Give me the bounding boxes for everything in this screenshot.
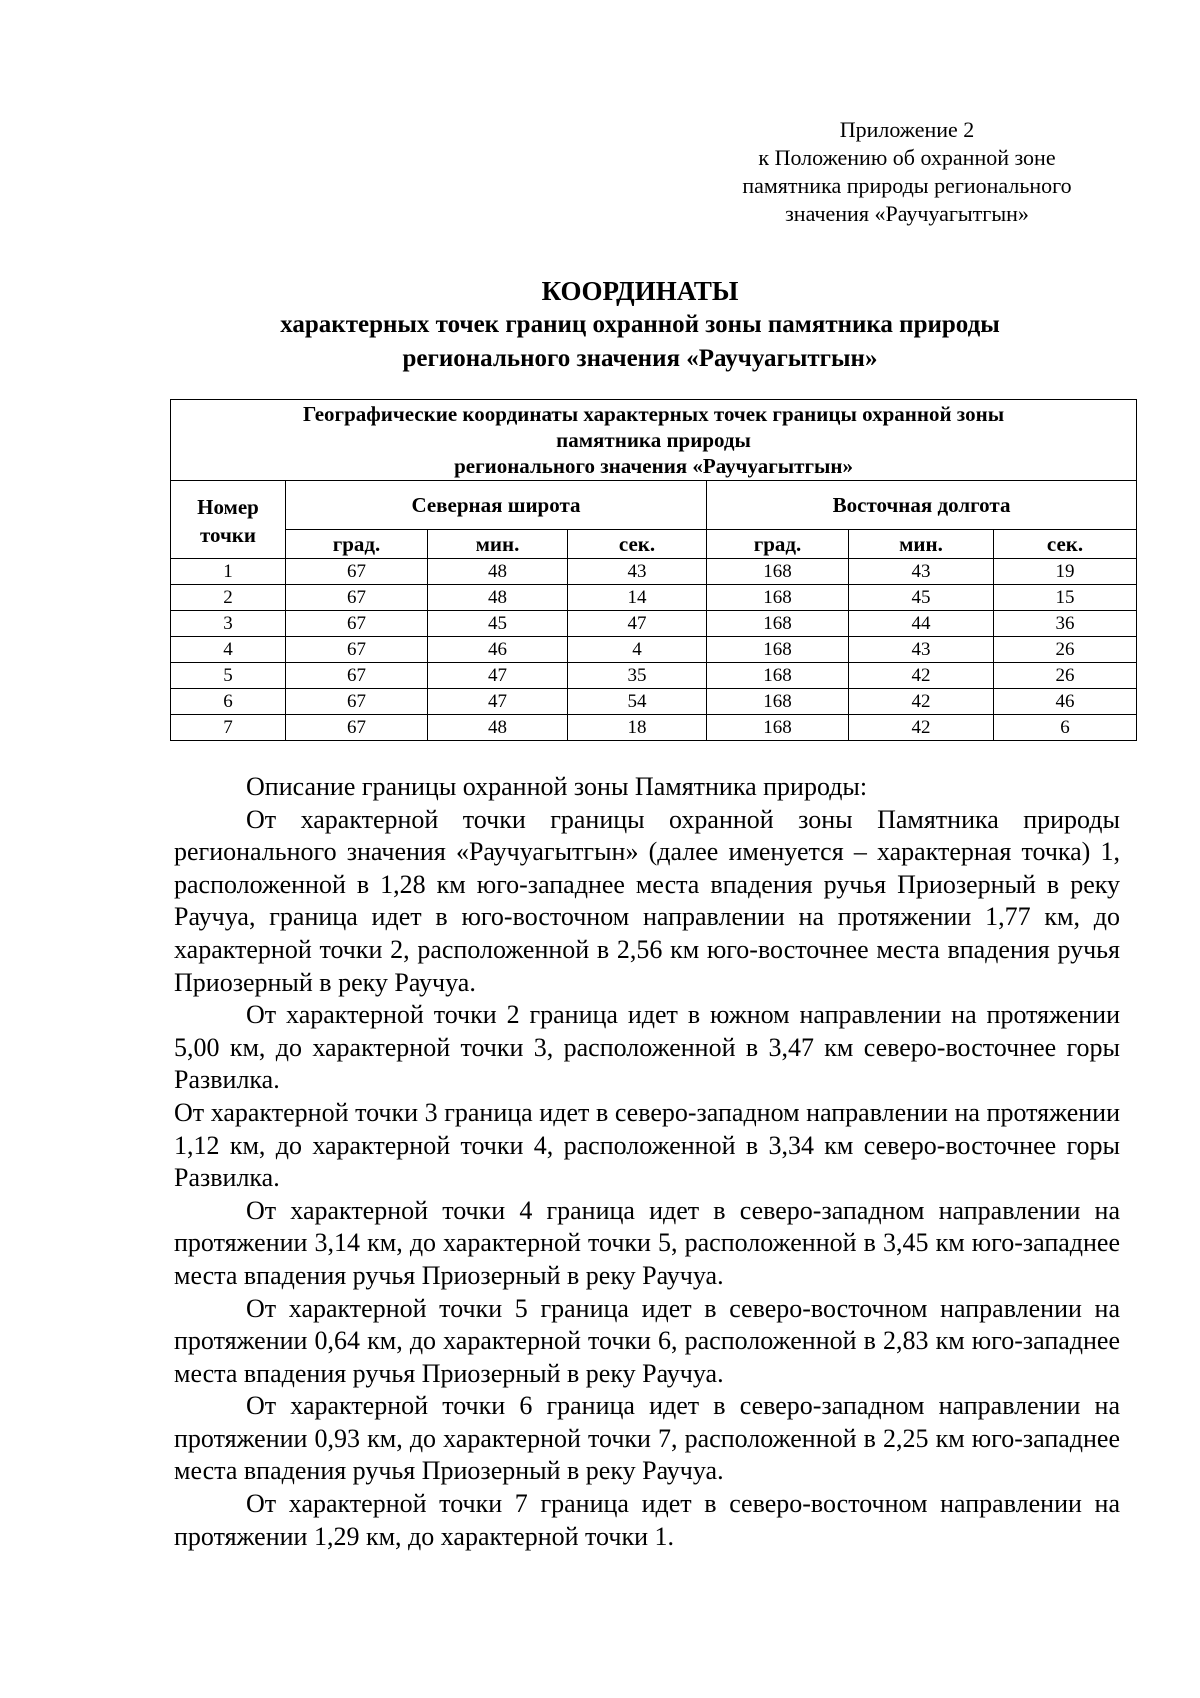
cell-lat-seconds: 14 (568, 585, 707, 611)
cell-lat-minutes: 48 (428, 585, 568, 611)
header-number-line-1: Номер (197, 495, 259, 519)
cell-lat-minutes: 46 (428, 637, 568, 663)
cell-lon-degrees: 168 (707, 585, 849, 611)
boundary-description (174, 771, 1120, 1553)
cell-point-number: 4 (171, 637, 286, 663)
header-lon-minutes: мин. (849, 530, 994, 559)
cell-lon-seconds: 26 (994, 637, 1137, 663)
cell-lat-minutes: 47 (428, 663, 568, 689)
caption-line-3: регионального значения «Раучуагытгын» (454, 454, 854, 478)
cell-lat-degrees: 67 (286, 611, 428, 637)
cell-lat-seconds: 4 (568, 637, 707, 663)
cell-point-number: 2 (171, 585, 286, 611)
cell-lat-seconds: 47 (568, 611, 707, 637)
cell-lon-seconds: 6 (994, 715, 1137, 741)
header-north-latitude: Северная широта (286, 481, 707, 530)
description-paragraph: От характерной точки 4 граница идет в северо-западном направлении на протяжении 3,14 км, до характерной точки 5, расположенной в 3,45 км юго-западнее места впадения ручья Приозерный в реку Раучуа. (174, 1195, 1120, 1290)
cell-point-number: 3 (171, 611, 286, 637)
table-row (171, 715, 1137, 741)
header-lat-degrees: град. (286, 530, 428, 559)
cell-point-number: 6 (171, 689, 286, 715)
coordinates-table (170, 399, 1137, 741)
description-paragraph: От характерной точки 3 граница идет в северо-западном направлении на протяжении 1,12 км, до характерной точки 4, расположенной в 3,34 км северо-восточнее горы Развилка. (174, 1097, 1120, 1193)
cell-lat-degrees: 67 (286, 585, 428, 611)
cell-lon-minutes: 45 (849, 585, 994, 611)
caption-line-1: Географические координаты характерных точек границы охранной зоны (302, 402, 1005, 426)
appendix-line-2: к Положению об охранной зоне (758, 145, 1056, 170)
appendix-block (707, 116, 1107, 228)
table-caption (171, 400, 1137, 481)
cell-lon-degrees: 168 (707, 637, 849, 663)
cell-lon-minutes: 44 (849, 611, 994, 637)
document-title (160, 274, 1120, 376)
cell-lon-degrees: 168 (707, 689, 849, 715)
description-paragraph: От характерной точки 6 граница идет в северо-западном направлении на протяжении 0,93 км, до характерной точки 7, расположенной в 2,25 км юго-западнее места впадения ручья Приозерный в реку Раучуа. (174, 1391, 1120, 1486)
cell-lat-degrees: 67 (286, 715, 428, 741)
description-paragraph: От характерной точки 2 граница идет в южном направлении на протяжении 5,00 км, до характерной точки 3, расположенной в 3,47 км северо-восточнее горы Развилка. (174, 1000, 1120, 1095)
cell-lat-minutes: 47 (428, 689, 568, 715)
title-main: КООРДИНАТЫ (541, 276, 739, 306)
description-paragraph: От характерной точки 7 граница идет в северо-восточном направлении на протяжении 1,29 км, до характерной точки 1. (174, 1489, 1120, 1551)
cell-lat-degrees: 67 (286, 663, 428, 689)
cell-point-number: 7 (171, 715, 286, 741)
cell-lon-minutes: 42 (849, 715, 994, 741)
cell-lon-seconds: 26 (994, 663, 1137, 689)
cell-lat-degrees: 67 (286, 559, 428, 585)
cell-lon-minutes: 43 (849, 637, 994, 663)
cell-lat-degrees: 67 (286, 637, 428, 663)
table-row (171, 559, 1137, 585)
cell-point-number: 1 (171, 559, 286, 585)
cell-lon-seconds: 36 (994, 611, 1137, 637)
cell-lat-minutes: 45 (428, 611, 568, 637)
header-lat-seconds: сек. (568, 530, 707, 559)
title-sub-2: регионального значения «Раучуагытгын» (402, 345, 878, 372)
cell-lon-seconds: 15 (994, 585, 1137, 611)
description-paragraph: От характерной точки границы охранной зоны Памятника природы регионального значения «Раучуагытгын» (далее именуется – характерная точка) 1, расположенной в 1,28 км юго-западнее места впадения ручья Приозерный в реку Раучуа, граница идет в юго-восточном направлении на протяжении 1,77 км, до характерной точки 2, расположенной в 2,56 км юго-восточнее места впадения ручья Приозерный в реку Раучуа. (174, 804, 1120, 997)
cell-lat-degrees: 67 (286, 689, 428, 715)
title-sub-1: характерных точек границ охранной зоны памятника природы (280, 311, 1000, 338)
cell-lat-seconds: 43 (568, 559, 707, 585)
header-lon-seconds: сек. (994, 530, 1137, 559)
table-row (171, 637, 1137, 663)
table-row (171, 689, 1137, 715)
appendix-line-3: памятника природы регионального (742, 173, 1072, 198)
caption-line-2: памятника природы (556, 428, 751, 452)
table-row (171, 611, 1137, 637)
header-lon-degrees: град. (707, 530, 849, 559)
appendix-line-4: значения «Раучуагытгын» (785, 201, 1029, 226)
appendix-line-1: Приложение 2 (839, 117, 975, 142)
cell-lat-minutes: 48 (428, 559, 568, 585)
description-paragraph: От характерной точки 5 граница идет в северо-восточном направлении на протяжении 0,64 км, до характерной точки 6, расположенной в 2,83 км юго-западнее места впадения ручья Приозерный в реку Раучуа. (174, 1293, 1120, 1388)
cell-lon-minutes: 43 (849, 559, 994, 585)
header-point-number (171, 481, 286, 559)
header-east-longitude: Восточная долгота (707, 481, 1137, 530)
cell-point-number: 5 (171, 663, 286, 689)
cell-lon-degrees: 168 (707, 715, 849, 741)
cell-lon-minutes: 42 (849, 663, 994, 689)
cell-lat-seconds: 18 (568, 715, 707, 741)
cell-lat-minutes: 48 (428, 715, 568, 741)
header-lat-minutes: мин. (428, 530, 568, 559)
cell-lon-minutes: 42 (849, 689, 994, 715)
description-heading: Описание границы охранной зоны Памятника природы: (246, 772, 868, 801)
cell-lon-degrees: 168 (707, 559, 849, 585)
cell-lon-degrees: 168 (707, 663, 849, 689)
cell-lon-degrees: 168 (707, 611, 849, 637)
table-row (171, 663, 1137, 689)
cell-lon-seconds: 46 (994, 689, 1137, 715)
cell-lat-seconds: 35 (568, 663, 707, 689)
cell-lat-seconds: 54 (568, 689, 707, 715)
cell-lon-seconds: 19 (994, 559, 1137, 585)
header-number-line-2: точки (199, 523, 257, 547)
table-row (171, 585, 1137, 611)
